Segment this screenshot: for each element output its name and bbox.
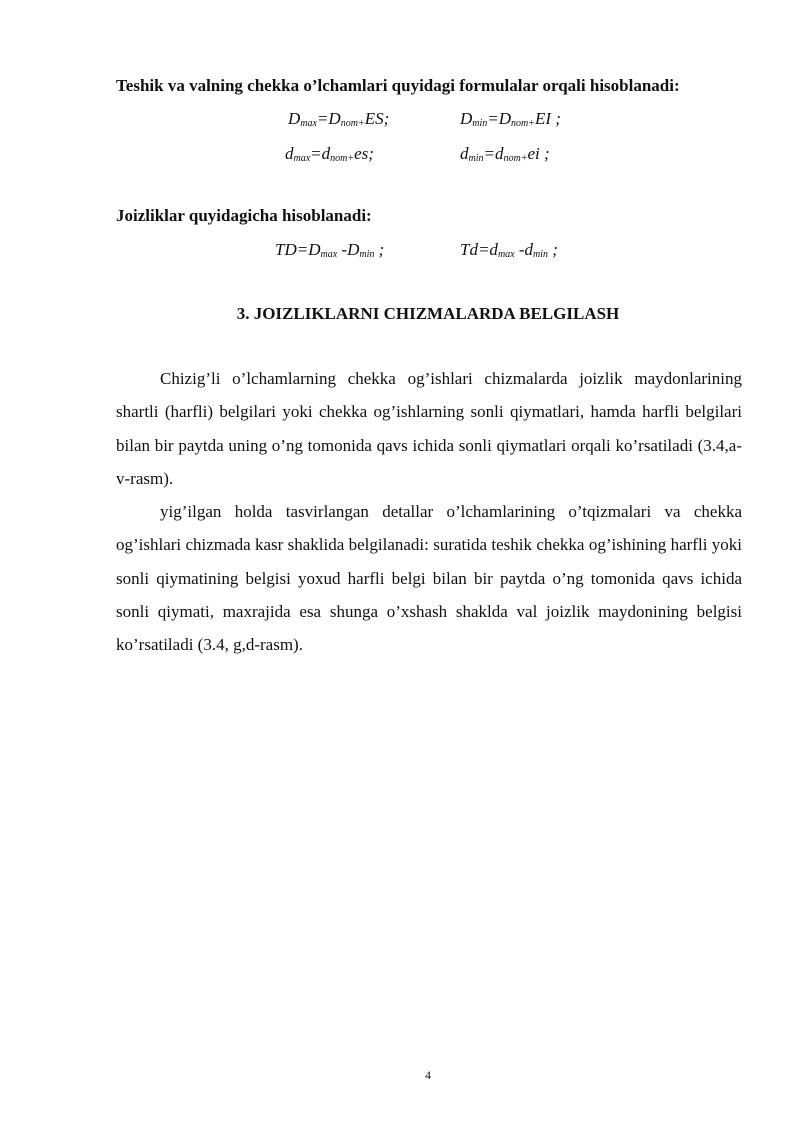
formula-d-max-hole: $D_{max}=D_{nom+}ES$; [288, 109, 390, 129]
paragraph-1: Chizig’li o’lchamlarning chekka og’ishlari chizmalarda joizlik maydonlarining shartli (harfli) belgilari yoki chekka og’ishlarning sonli qiymatlari, hamda harfli belgilari bilan bir paytda uning o’ng tomonida qavs ichida sonli qiymatlari orqali ko’rsatiladi (3.4,a-v-rasm). [116, 369, 742, 488]
formulas-heading: Teshik va valning chekka o’lchamlari quyidagi formulalar orqali hisoblanadi: [116, 76, 680, 95]
formula-d-min-hole: $D_{min}=D_{nom+}EI$ ; [460, 109, 561, 129]
paragraph-2: yig’ilgan holda tasvirlangan detallar o’lchamlarining o’tqizmalari va chekka og’ishlari chizmada kasr shaklida belgilanadi: suratida teshik chekka og’ishining harfli yoki sonli qiymatining belgisi yoxud harfli belgi bilan bir paytda o’ng tomonida qavs ichida sonli qiymati, maxrajida esa shunga o’xshash shaklda val joizlik maydonining belgisi ko’rsatiladi (3.4, g,d-rasm). [116, 502, 742, 655]
tolerance-heading: Joizliklar quyidagicha hisoblanadi: [116, 206, 372, 225]
formula-d-max-shaft: $d_{max}=d_{nom+}es$; [285, 144, 374, 164]
formula-d-min-shaft: $d_{min}=d_{nom+}ei$ ; [460, 144, 550, 164]
formula-td-shaft: $Td=d_{max}$ $-d_{min}$ ; [460, 240, 558, 260]
section-title: 3. JOIZLIKLARNI CHIZMALARDA BELGILASH [236, 304, 620, 323]
page-number: 4 [425, 1068, 431, 1082]
formula-td-hole: $TD=D_{max}$ $-D_{min}$ ; [275, 240, 385, 260]
